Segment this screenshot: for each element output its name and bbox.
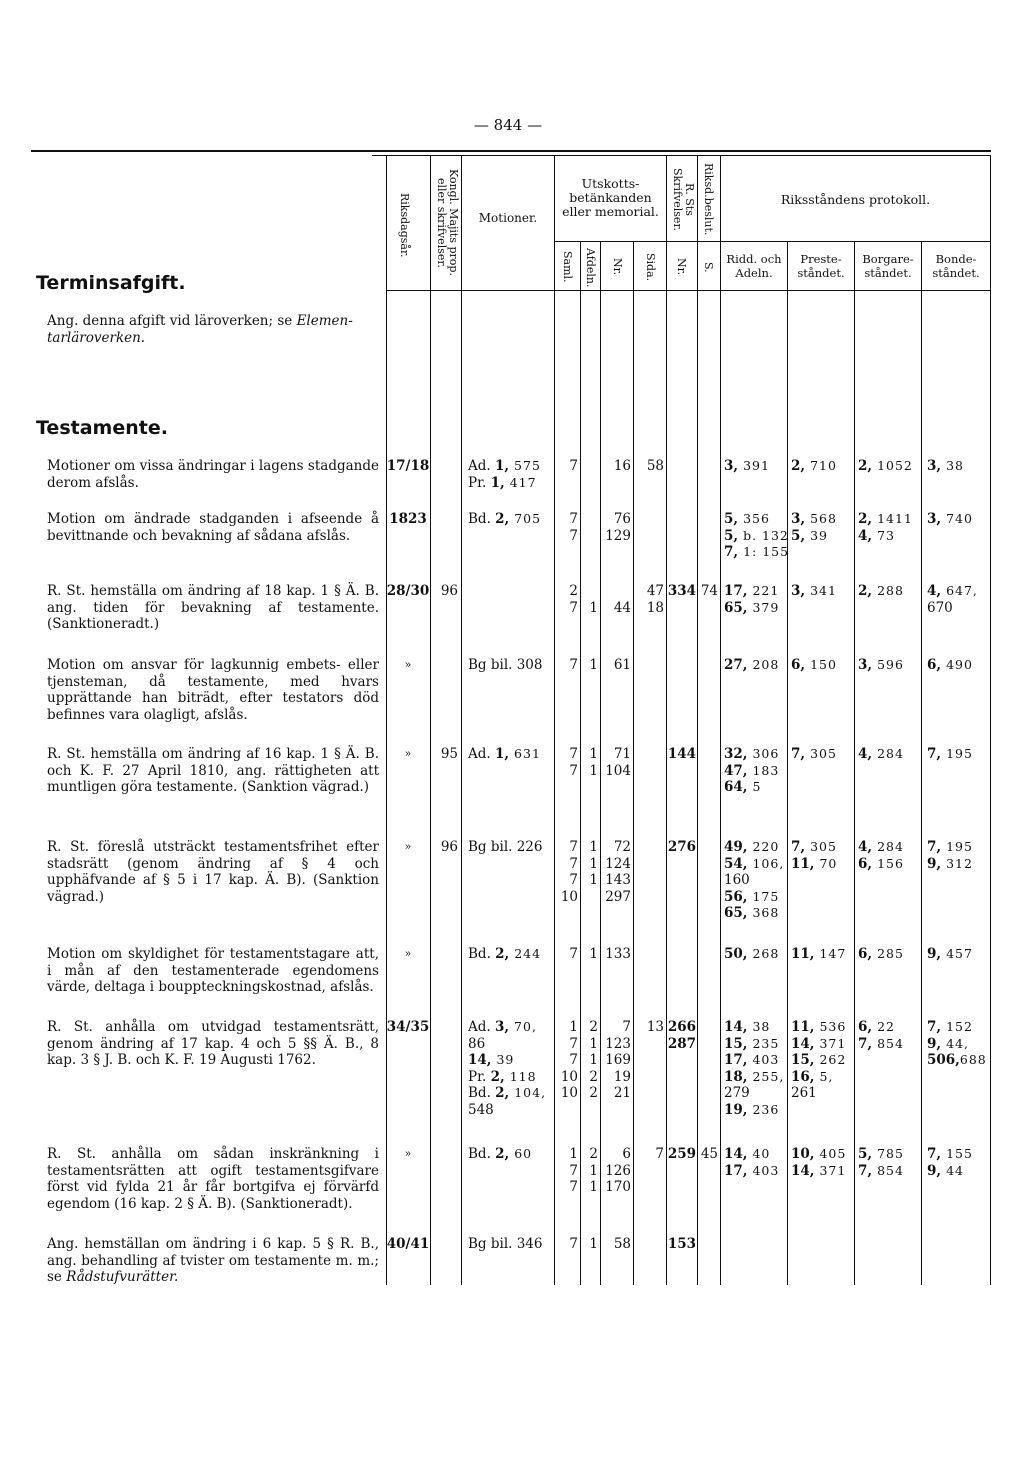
- entry-cell-year: 17/18: [386, 458, 430, 474]
- entry-cell-rsts: 153: [667, 1236, 696, 1252]
- col-rule-rsts: [666, 155, 667, 1285]
- entry-cell-borgare: 3, 596: [858, 657, 904, 673]
- entry-description: R. St. hemställa om ändring af 16 kap. 1 § Ä. B. och K. F. 27 April 1810, ang. rättigheten att muntligen göra testamente. (Sanktion vägrad.): [47, 746, 379, 795]
- header-bonde: Bonde- ståndet.: [932, 252, 980, 280]
- entry-cell-ridd: 17, 403: [724, 1052, 780, 1068]
- entry-cell-borgare: 7, 854: [858, 1162, 904, 1179]
- col-rule-sida: [633, 241, 634, 1285]
- entry-cell-motion: Ad. 1, 631: [468, 746, 541, 762]
- entry-cell-bonde: 9, 44,: [927, 1035, 969, 1052]
- entry-cell-afd: 1: [589, 855, 598, 872]
- entry-cell-ridd: 49, 220: [724, 839, 780, 855]
- entry-cell-nr: 72: [613, 839, 631, 855]
- entry-cell-preste: 11, 147: [791, 946, 847, 962]
- entry-cell-ridd: 5, b. 132: [724, 527, 789, 544]
- entry-cell-preste: 7, 305: [791, 839, 837, 855]
- top-rule: [31, 150, 991, 152]
- header-riksd: Riksd.beslut.: [702, 162, 715, 236]
- entry-cell-year: »: [404, 840, 412, 853]
- entry-cell-saml: 10: [560, 1068, 578, 1085]
- entry-cell-preste: 3, 568: [791, 511, 837, 527]
- entry-cell-rsts: 276: [667, 839, 696, 855]
- entry-cell-afd: 2: [589, 1146, 598, 1162]
- entry-cell-afd: 1: [589, 746, 598, 762]
- entry-cell-borgare: 7, 854: [858, 1035, 904, 1052]
- entry-cell-nr: 6: [622, 1146, 631, 1162]
- entry-cell-afd: 1: [589, 1035, 598, 1052]
- entry-cell-bonde: 7, 155: [927, 1146, 973, 1162]
- entry-cell-nr: 169: [605, 1052, 631, 1068]
- entry-description: R. St. anhålla om sådan inskränkning i testamentsrätten att ogift testamentsgifvare först vid fylda 21 år får bortgifva ej förvärfd egendom (16 kap. 2 § Ä. B). (Sanktioneradt).: [47, 1146, 379, 1212]
- entry-cell-saml: 7: [569, 746, 578, 762]
- entry-cell-ridd: 5, 356: [724, 511, 770, 527]
- entry-cell-motion: 86: [468, 1035, 486, 1052]
- sub-header-rule-protokoll: [720, 241, 991, 242]
- entry-cell-bonde: 6, 490: [927, 657, 973, 673]
- col-rule-s: [697, 155, 698, 1285]
- entry-cell-sida: 58: [646, 458, 664, 474]
- entry-cell-motion: 548: [468, 1101, 494, 1118]
- entry-cell-nr: 123: [605, 1035, 631, 1052]
- page-number: — 844 —: [473, 116, 543, 134]
- entry-cell-afd: 1: [589, 762, 598, 779]
- entry-cell-saml: 7: [569, 839, 578, 855]
- entry-cell-prop: 95: [440, 746, 458, 762]
- entry-cell-nr: 61: [613, 657, 631, 673]
- header-kongl: Kongl. Majits prop. eller skrifvelser.: [435, 169, 460, 276]
- entry-cell-year: 1823: [389, 511, 427, 527]
- entry-cell-ridd: 17, 221: [724, 583, 780, 599]
- entry-cell-ridd: 54, 106,: [724, 855, 785, 872]
- entry-cell-ridd: 15, 235: [724, 1035, 780, 1052]
- col-rule-utskott: [554, 155, 555, 1285]
- entry-cell-afd: 1: [589, 1162, 598, 1179]
- entry-cell-nr: 19: [613, 1068, 631, 1085]
- entry-cell-saml: 7: [569, 511, 578, 527]
- header-protokoll: Riksståndens protokoll.: [780, 192, 931, 207]
- header-preste: Preste- ståndet.: [797, 252, 845, 280]
- entry-cell-borgare: 5, 785: [858, 1146, 904, 1162]
- entry-cell-borgare: 4, 284: [858, 746, 904, 762]
- header-sida: Sida.: [644, 252, 657, 282]
- entry-cell-motion: Bd. 2, 60: [468, 1146, 533, 1162]
- entry-description-text: Ang. hemställan om ändring i 6 kap. 5 § R. B., ang. behandling af tvister om testamente m. m.; se: [47, 1236, 379, 1285]
- col-rule-preste: [787, 241, 788, 1285]
- entry-cell-saml: 7: [569, 458, 578, 474]
- entry-cell-afd: 1: [589, 1052, 598, 1068]
- entry-cell-ridd: 65, 368: [724, 905, 780, 921]
- entry-cell-saml: 7: [569, 599, 578, 616]
- entry-cell-motion: Bd. 2, 104,: [468, 1085, 547, 1101]
- entry-cell-ridd: 14, 40: [724, 1146, 771, 1162]
- entry-cell-ridd: 160: [724, 872, 750, 888]
- entry-cell-preste: 16, 5,: [791, 1068, 834, 1085]
- entry-cell-nr: 76: [613, 511, 631, 527]
- entry-cell-nr: 126: [605, 1162, 631, 1179]
- entry-cell-ridd: 17, 403: [724, 1162, 780, 1179]
- header-nr: Nr.: [611, 258, 624, 276]
- section-title-terminsafgift: Terminsafgift.: [36, 272, 186, 294]
- entry-cell-borgare: 2, 1411: [858, 511, 913, 527]
- entry-cell-saml: 1: [569, 1146, 578, 1162]
- entry-cell-rsts: 334: [667, 583, 696, 599]
- entry-cell-afd: 1: [589, 657, 598, 673]
- entry-cell-borgare: 2, 1052: [858, 458, 913, 474]
- entry-cell-year: »: [404, 947, 412, 960]
- entry-cell-motion: Pr. 1, 417: [468, 474, 537, 491]
- header-ridd: Ridd. och Adeln.: [726, 252, 782, 280]
- entry-cell-saml: 10: [560, 888, 578, 905]
- entry-cell-motion: Ad. 3, 70,: [468, 1019, 537, 1035]
- entry-cell-rsts: 144: [667, 746, 696, 762]
- entry-cell-ridd: 50, 268: [724, 946, 780, 962]
- entry-cell-preste: 11, 70: [791, 855, 838, 872]
- entry-cell-saml: 7: [569, 872, 578, 888]
- entry-cell-preste: 3, 341: [791, 583, 837, 599]
- entry-cell-borgare: 6, 22: [858, 1019, 895, 1035]
- entry-cell-year: »: [404, 747, 412, 760]
- entry-cell-nr: 129: [605, 527, 631, 544]
- entry-cell-sida: 7: [655, 1146, 664, 1162]
- entry-cell-nr: 143: [605, 872, 631, 888]
- entry-cell-preste: 261: [791, 1085, 817, 1101]
- header-rsts-nr: Nr.: [675, 258, 688, 276]
- entry-cell-saml: 7: [569, 1035, 578, 1052]
- entry-cell-bonde: 3, 38: [927, 458, 964, 474]
- entry-cell-nr: 297: [605, 888, 631, 905]
- entry-cell-saml: 2: [569, 583, 578, 599]
- entry-cell-afd: 1: [589, 599, 598, 616]
- entry-cell-ridd: 3, 391: [724, 458, 770, 474]
- terminsafgift-description: [47, 313, 379, 346]
- entry-cell-afd: 2: [589, 1085, 598, 1101]
- entry-cell-saml: 7: [569, 946, 578, 962]
- entry-cell-borgare: 6, 156: [858, 855, 904, 872]
- entry-cell-ridd: 7, 1: 155: [724, 544, 790, 560]
- entry-cell-motion: Bd. 2, 705: [468, 511, 542, 527]
- entry-cell-nr: 104: [605, 762, 631, 779]
- col-rule-bonde: [921, 241, 922, 1285]
- col-rule-protokoll: [720, 155, 721, 1285]
- entry-cell-saml: 10: [560, 1085, 578, 1101]
- header-rsts: R. Sts Skrifvelser.: [671, 167, 696, 231]
- entry-cell-saml: 7: [569, 1236, 578, 1252]
- entry-cell-saml: 7: [569, 1179, 578, 1195]
- entry-cell-motion: Ad. 1, 575: [468, 458, 541, 474]
- entry-cell-preste: 7, 305: [791, 746, 837, 762]
- entry-cell-preste: 6, 150: [791, 657, 837, 673]
- entry-cell-borgare: 2, 288: [858, 583, 904, 599]
- entry-cell-rsts: 266: [667, 1019, 696, 1035]
- sub-header-rule-rsts: [666, 241, 720, 242]
- entry-cell-motion: Pr. 2, 118: [468, 1068, 537, 1085]
- col-rule-right: [990, 155, 991, 1285]
- entry-cell-saml: 7: [569, 1052, 578, 1068]
- entry-cell-s: 74: [700, 583, 718, 599]
- entry-cell-saml: 7: [569, 1162, 578, 1179]
- entry-cell-ridd: 65, 379: [724, 599, 780, 616]
- entry-cell-preste: 5, 39: [791, 527, 828, 544]
- entry-cell-bonde: 9, 312: [927, 855, 973, 872]
- entry-description: Motion om ansvar för lagkunnig embets- eller tjensteman, då testamente, med hvars upprättande han biträdt, efter testators död befinnes vara olagligt, afslås.: [47, 657, 379, 723]
- entry-cell-nr: 21: [613, 1085, 631, 1101]
- entry-cell-saml: 7: [569, 657, 578, 673]
- entry-cell-borgare: 4, 284: [858, 839, 904, 855]
- entry-cell-motion: Bg bil. 346: [468, 1236, 543, 1252]
- entry-cell-afd: 2: [589, 1019, 598, 1035]
- entry-cell-motion: Bg bil. 308: [468, 657, 543, 673]
- entry-cell-preste: 15, 262: [791, 1052, 847, 1068]
- header-motioner: Motioner.: [478, 211, 538, 225]
- entry-cell-year: 34/35: [386, 1019, 430, 1035]
- col-rule-year: [386, 155, 387, 1285]
- entry-cell-saml: 7: [569, 762, 578, 779]
- header-afdeln: Afdeln.: [584, 248, 597, 288]
- col-rule-motion: [461, 155, 462, 1285]
- entry-cell-preste: 14, 371: [791, 1162, 847, 1179]
- entry-cell-ridd: 279: [724, 1085, 750, 1101]
- entry-cell-saml: 7: [569, 855, 578, 872]
- entry-cell-ridd: 19, 236: [724, 1101, 780, 1118]
- entry-cell-bonde: 670: [927, 599, 953, 616]
- entry-cell-ridd: 18, 255,: [724, 1068, 785, 1085]
- entry-cell-nr: 71: [613, 746, 631, 762]
- entry-cell-borgare: 4, 73: [858, 527, 895, 544]
- entry-cell-nr: 16: [613, 458, 631, 474]
- entry-cell-saml: 7: [569, 527, 578, 544]
- entry-cell-bonde: 7, 152: [927, 1019, 973, 1035]
- header-bottom-rule: [386, 290, 991, 291]
- section-title-testamente: Testamente.: [36, 417, 168, 439]
- entry-cell-preste: 11, 536: [791, 1019, 847, 1035]
- entry-description: [47, 1236, 379, 1286]
- header-borgare: Borgare- ståndet.: [862, 252, 914, 280]
- entry-cell-bonde: 7, 195: [927, 839, 973, 855]
- col-rule-borgare: [854, 241, 855, 1285]
- entry-description-ref: Rådstufvurätter.: [66, 1269, 179, 1285]
- entry-cell-borgare: 6, 285: [858, 946, 904, 962]
- entry-cell-bonde: 7, 195: [927, 746, 973, 762]
- entry-cell-afd: 2: [589, 1068, 598, 1085]
- entry-cell-nr: 58: [613, 1236, 631, 1252]
- entry-cell-sida: 18: [646, 599, 664, 616]
- entry-cell-ridd: 47, 183: [724, 762, 780, 779]
- entry-cell-afd: 1: [589, 1236, 598, 1252]
- entry-cell-afd: 1: [589, 946, 598, 962]
- entry-cell-motion: Bg bil. 226: [468, 839, 543, 855]
- entry-cell-s: 45: [700, 1146, 718, 1162]
- entry-cell-prop: 96: [440, 583, 458, 599]
- entry-cell-year: »: [404, 658, 412, 671]
- entry-cell-preste: 10, 405: [791, 1146, 847, 1162]
- entry-cell-ridd: 14, 38: [724, 1019, 771, 1035]
- entry-cell-bonde: 4, 647,: [927, 583, 978, 599]
- sub-header-rule-utskott: [554, 241, 666, 242]
- top-rule-secondary: [372, 155, 991, 156]
- entry-cell-prop: 96: [440, 839, 458, 855]
- entry-cell-afd: 1: [589, 1179, 598, 1195]
- entry-cell-nr: 170: [605, 1179, 631, 1195]
- entry-cell-afd: 1: [589, 872, 598, 888]
- entry-cell-preste: 2, 710: [791, 458, 837, 474]
- entry-cell-bonde: 9, 457: [927, 946, 973, 962]
- col-rule-prop: [430, 155, 431, 1285]
- entry-cell-nr: 44: [613, 599, 631, 616]
- entry-cell-preste: 14, 371: [791, 1035, 847, 1052]
- entry-cell-ridd: 27, 208: [724, 657, 780, 673]
- entry-cell-afd: 1: [589, 839, 598, 855]
- entry-cell-bonde: 506,688: [927, 1052, 987, 1068]
- header-riksdagsar: Riksdagsår.: [398, 192, 411, 258]
- entry-cell-nr: 124: [605, 855, 631, 872]
- entry-cell-sida: 47: [646, 583, 664, 599]
- entry-description: Motion om ändrade stadganden i afseende å bevittnande och bevakning af sådana afslås.: [47, 511, 379, 544]
- header-utskotts: Utskotts- betänkanden eller memorial.: [562, 176, 659, 219]
- entry-cell-year: 40/41: [386, 1236, 430, 1252]
- header-saml: Saml.: [561, 251, 574, 283]
- entry-cell-rsts: 287: [667, 1035, 696, 1052]
- header-riksd-s: S.: [702, 262, 715, 273]
- entry-cell-nr: 7: [622, 1019, 631, 1035]
- entry-description: Motioner om vissa ändringar i lagens stadgande derom afslås.: [47, 458, 379, 491]
- entry-cell-year: 28/30: [386, 583, 430, 599]
- entry-cell-saml: 1: [569, 1019, 578, 1035]
- entry-cell-bonde: 3, 740: [927, 511, 973, 527]
- entry-cell-bonde: 9, 44: [927, 1162, 964, 1179]
- entry-cell-nr: 133: [605, 946, 631, 962]
- terminsafgift-desc-ref: Elemen- tarläroverken.: [47, 313, 353, 346]
- entry-cell-ridd: 32, 306: [724, 746, 780, 762]
- entry-cell-sida: 13: [646, 1019, 664, 1035]
- entry-description: Motion om skyldighet för testamentstagare att, i mån af den testamenterade egendomens värde, deltaga i bouppteckningskostnad, afslås.: [47, 946, 379, 995]
- entry-cell-motion: 14, 39: [468, 1052, 515, 1068]
- entry-description: R. St. hemställa om ändring af 18 kap. 1 § Ä. B. ang. tiden för bevakning af testamente. (Sanktioneradt.): [47, 583, 379, 632]
- entry-cell-ridd: 56, 175: [724, 888, 780, 905]
- entry-cell-ridd: 64, 5: [724, 779, 762, 795]
- entry-description: R. St. anhålla om utvidgad testamentsrätt, genom ändring af 17 kap. 4 och 5 §§ Ä. B., 8 kap. 3 § J. B. och K. F. 19 Augusti 1762.: [47, 1019, 379, 1068]
- entry-cell-year: »: [404, 1147, 412, 1160]
- entry-cell-motion: Bd. 2, 244: [468, 946, 542, 962]
- entry-description: R. St. föreslå utsträckt testamentsfrihet efter stadsrätt (genom ändring af § 4 och upphäfvande af § 5 i 17 kap. Ä. B). (Sanktion vägrad.): [47, 839, 379, 905]
- entry-cell-rsts: 259: [667, 1146, 696, 1162]
- terminsafgift-desc-text: Ang. denna afgift vid läroverken; se: [47, 313, 293, 329]
